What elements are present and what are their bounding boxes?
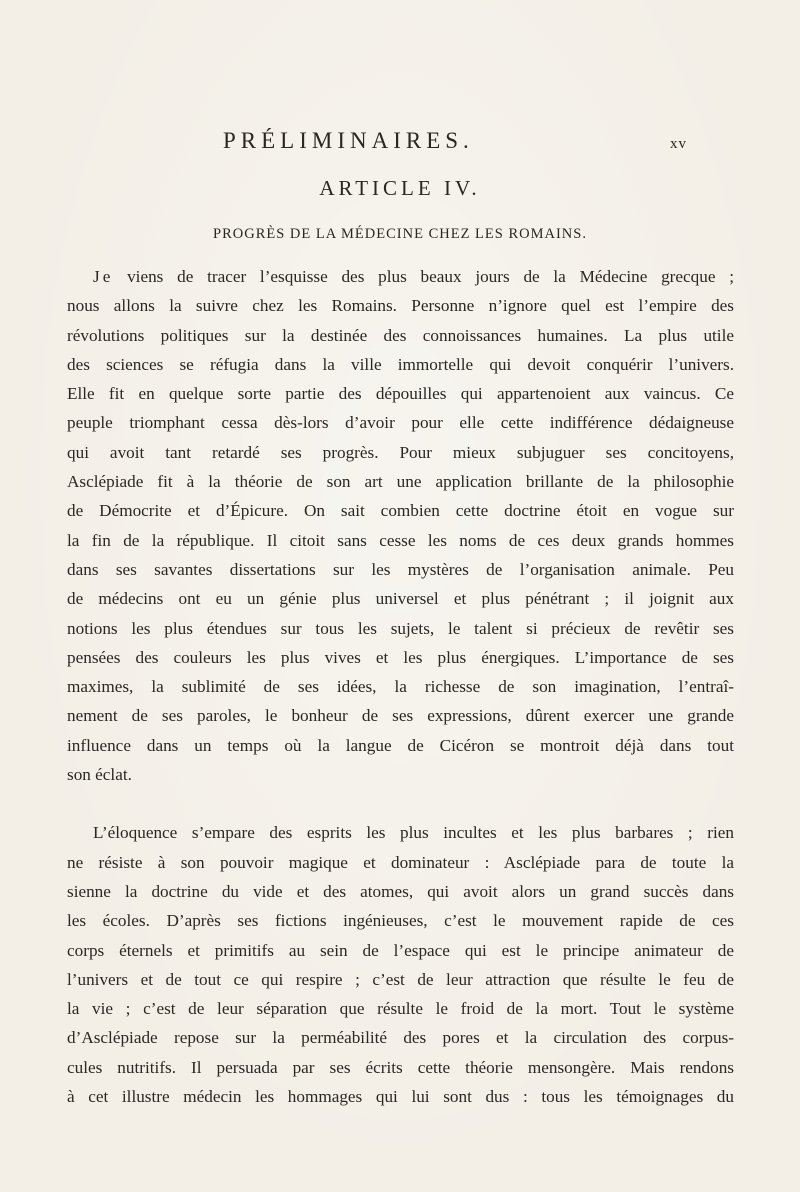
text-line: à cet illustre médecin les hommages qui lui sont dus : tous les témoignages du	[67, 1087, 734, 1107]
text-line: notions les plus étendues sur tous les sujets, le talent si précieux de revêtir ses	[67, 618, 734, 638]
text-line: l’univers et de tout ce qui respire ; c’est de leur attraction que résulte le feu de	[67, 969, 734, 989]
text-line: corps éternels et primitifs au sein de l’espace qui est le principe animateur de	[67, 940, 734, 960]
text-line: nous allons la suivre chez les Romains. Personne n’ignore quel est l’empire des	[67, 296, 734, 316]
text-line: les écoles. D’après ses fictions ingénieuses, c’est le mouvement rapide de ces	[67, 911, 734, 931]
text-line: d’Asclépiade repose sur la perméabilité des pores et la circulation des corpus-	[67, 1028, 734, 1048]
text-line: Elle fit en quelque sorte partie des dépouilles qui appartenoient aux vaincus. Ce	[67, 384, 734, 404]
text-line	[67, 262, 734, 291]
text-line: nement de ses paroles, le bonheur de ses expressions, dûrent exercer une grande	[67, 706, 734, 726]
text-line-rest: viens de tracer l’esquisse des plus beaux jours de la Médecine grecque ;	[113, 267, 734, 286]
body-text	[67, 262, 734, 1111]
article-heading: ARTICLE IV.	[319, 176, 481, 200]
text-line: la fin de la république. Il citoit sans cesse les noms de ces deux grands hommes	[67, 530, 734, 550]
text-line: peuple triomphant cessa dès-lors d’avoir pour elle cette indifférence dédaigneuse	[67, 413, 734, 433]
page-number: xv	[670, 136, 687, 152]
text-line: cules nutritifs. Il persuada par ses écrits cette théorie mensongère. Mais rendons	[67, 1057, 734, 1077]
paragraph-gap	[67, 789, 734, 818]
text-line: dans ses savantes dissertations sur les mystères de l’organisation animale. Peu	[67, 559, 734, 579]
paragraph-1	[67, 262, 734, 789]
text-line: pensées des couleurs les plus vives et les plus énergiques. L’importance de ses	[67, 647, 734, 667]
text-line: son éclat.	[67, 765, 132, 785]
text-line: qui avoit tant retardé ses progrès. Pour mieux subjuguer ses concitoyens,	[67, 442, 734, 462]
text-line: sienne la doctrine du vide et des atomes, qui avoit alors un grand succès dans	[67, 881, 734, 901]
text-line: révolutions politiques sur la destinée des connoissances humaines. La plus utile	[67, 325, 734, 345]
text-line: des sciences se réfugia dans la ville immortelle qui devoit conquérir l’univers.	[67, 354, 734, 374]
text-line: maximes, la sublimité de ses idées, la richesse de son imagination, l’entraî-	[67, 677, 734, 697]
text-line: de Démocrite et d’Épicure. On sait combien cette doctrine étoit en vogue sur	[67, 501, 734, 521]
drop-word: Je	[93, 267, 114, 286]
text-line: L’éloquence s’empare des esprits les plus incultes et les plus barbares ; rien	[93, 823, 734, 843]
text-line: de médecins ont eu un génie plus universel et plus pénétrant ; il joignit aux	[67, 589, 734, 609]
paragraph-2	[67, 818, 734, 1111]
article-subtitle: PROGRÈS DE LA MÉDECINE CHEZ LES ROMAINS.	[213, 226, 587, 242]
text-line: Asclépiade fit à la théorie de son art une application brillante de la philosophie	[67, 472, 734, 492]
running-head	[0, 128, 800, 158]
running-title: PRÉLIMINAIRES.	[223, 128, 474, 153]
text-line: ne résiste à son pouvoir magique et dominateur : Asclépiade para de toute la	[67, 852, 734, 872]
text-line: influence dans un temps où la langue de Cicéron se montroit déjà dans tout	[67, 735, 734, 755]
text-line: la vie ; c’est de leur séparation que résulte le froid de la mort. Tout le système	[67, 999, 734, 1019]
